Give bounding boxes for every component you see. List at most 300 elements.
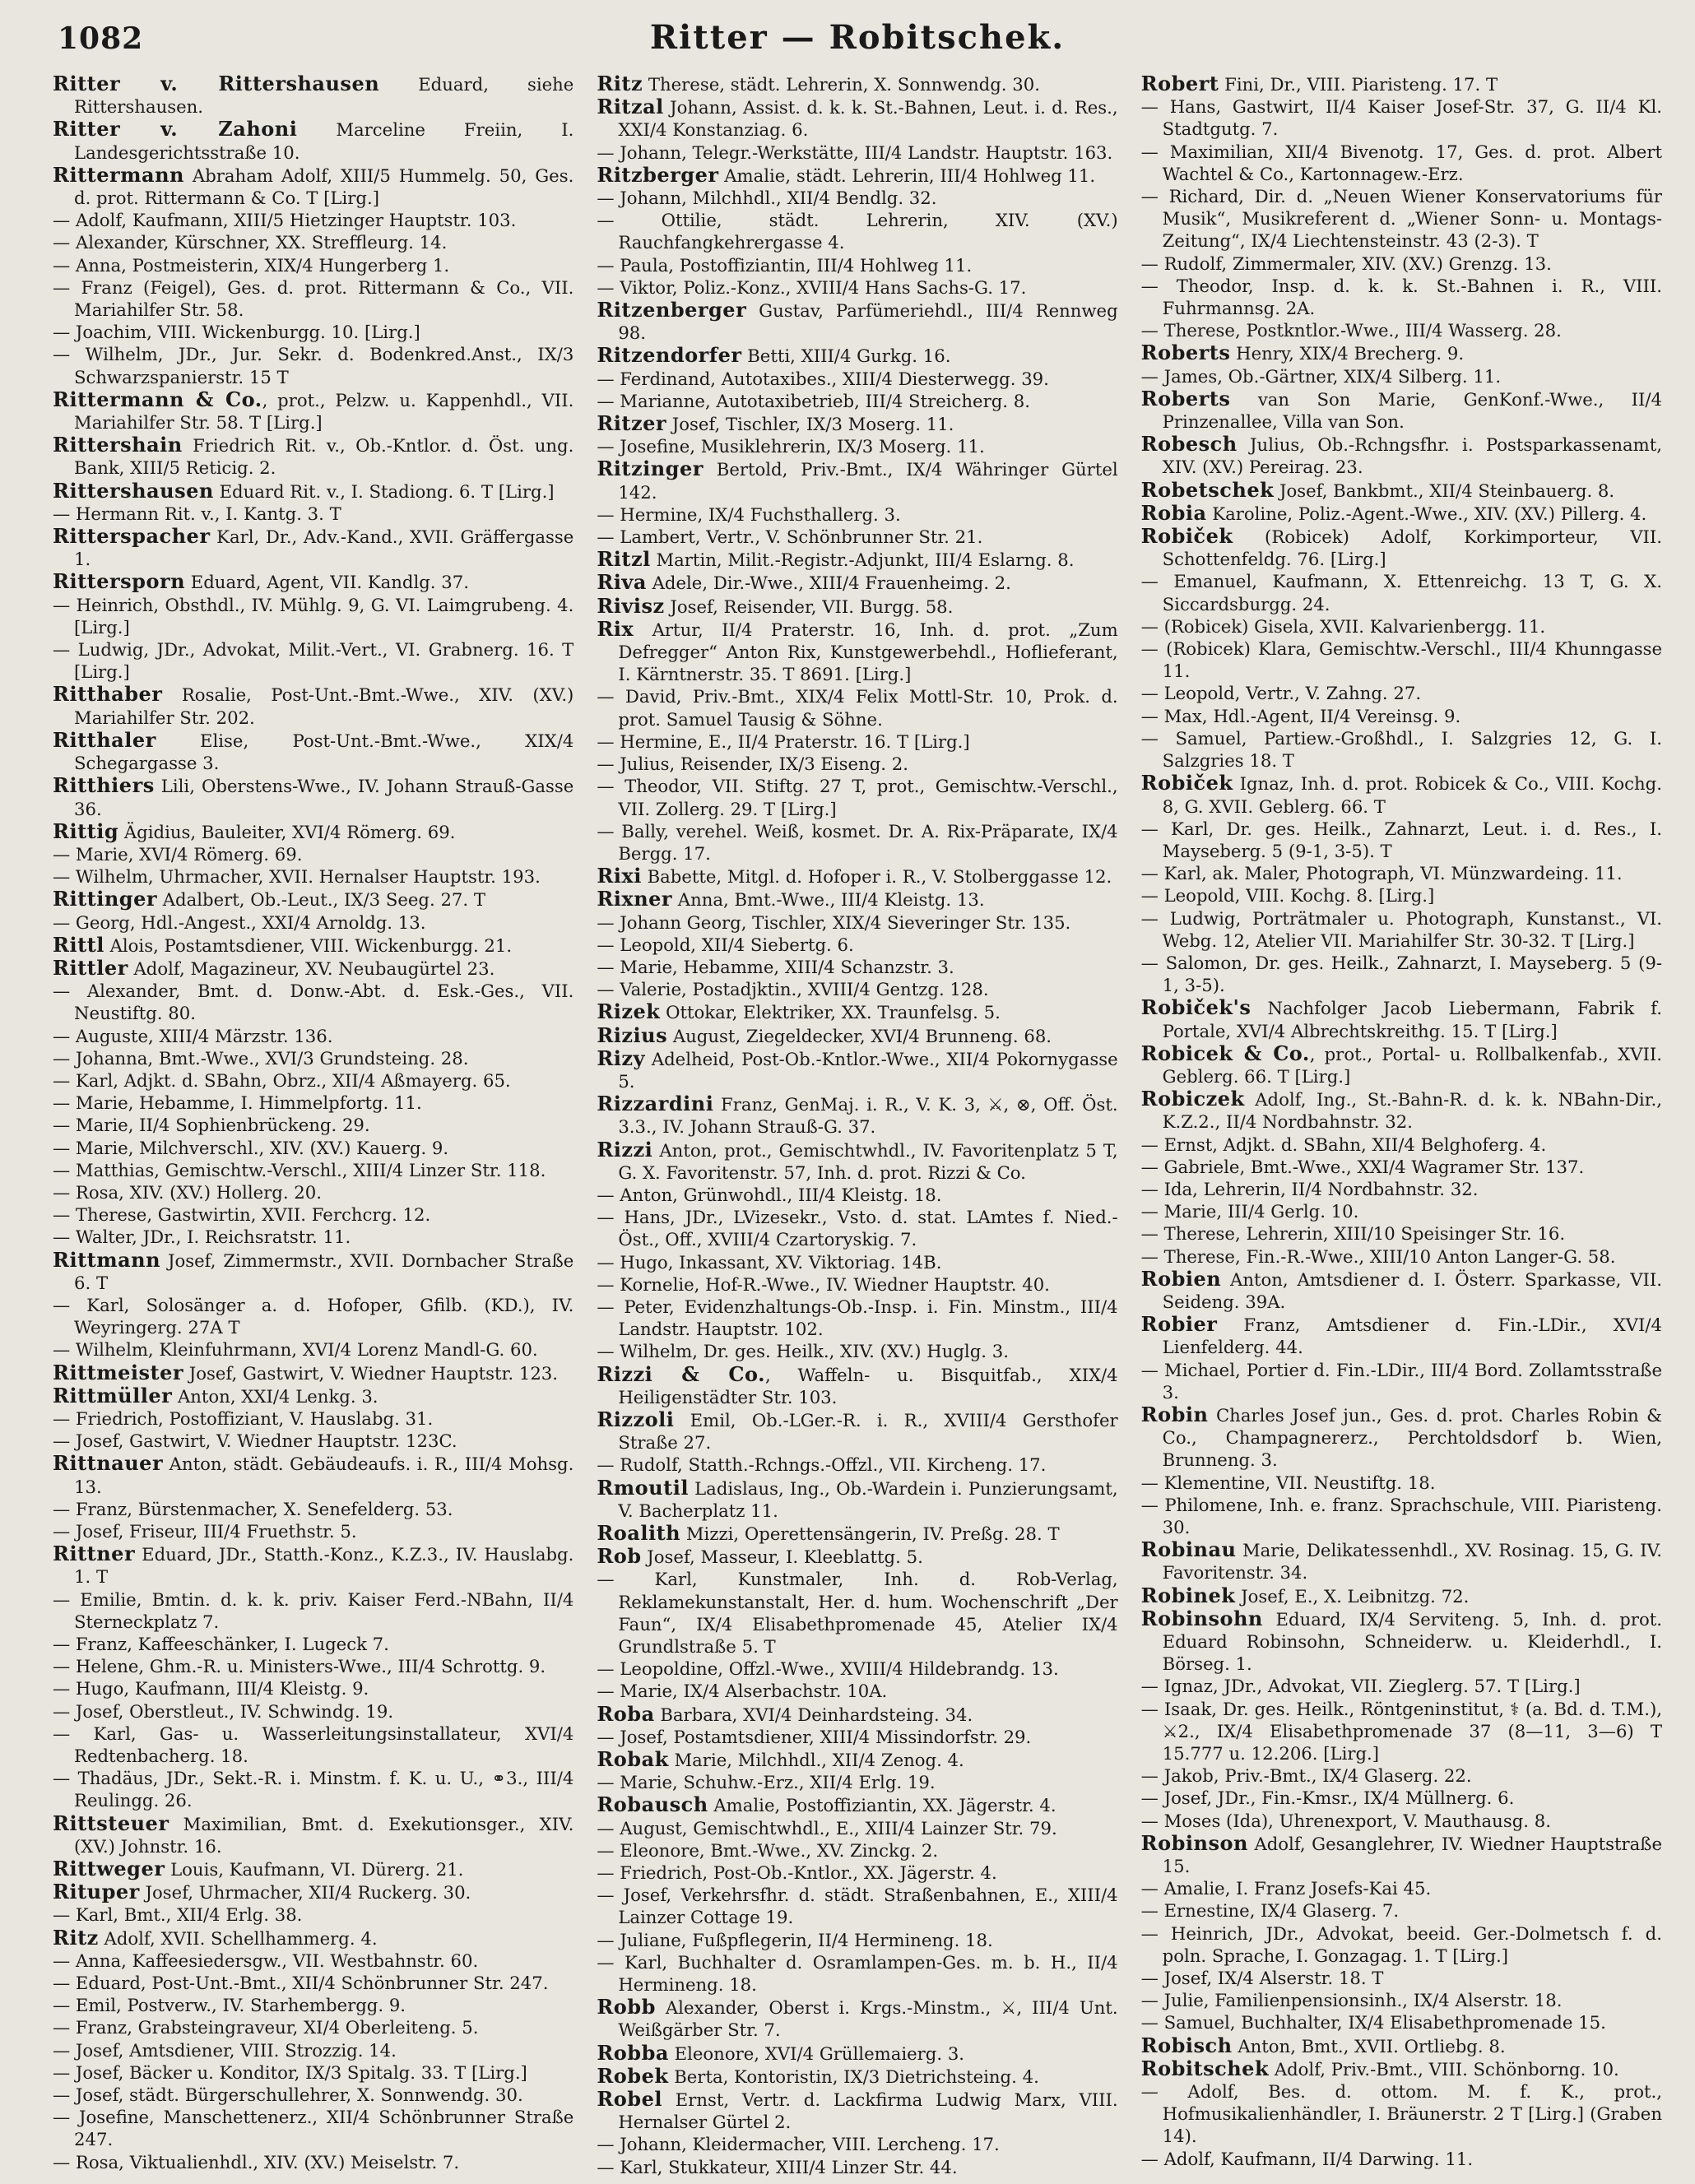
entry-details: — Michael, Portier d. Fin.-LDir., III/4 Bord. Zollamtsstraße 3. bbox=[1140, 1359, 1662, 1403]
directory-entry bbox=[1141, 1087, 1662, 1133]
entry-surname: Robek bbox=[597, 2063, 669, 2088]
entry-details: Adolf, Magazineur, XV. Neubaugürtel 23. bbox=[128, 958, 495, 979]
entry-surname: Roberts bbox=[1140, 341, 1231, 365]
entry-details: Marie, Delikatessenhdl., XV. Rosinag. 15, G. IV. Favoritenstr. 34. bbox=[1162, 1540, 1662, 1584]
entry-details: — Isaak, Dr. ges. Heilk., Röntgeninstitut, ⚕ (a. Bd. d. T.M.), ⚔2., IX/4 Elisabethpromenade 37 (8—11, 3—6) T 15.777 u. 12.206. [Lirg.] bbox=[1140, 1698, 1662, 1764]
directory-entry bbox=[53, 1950, 574, 1972]
entry-details: — Ferdinand, Autotaxibes., XIII/4 Diesterwegg. 39. bbox=[597, 368, 1049, 389]
directory-entry bbox=[597, 344, 1117, 367]
directory-entry bbox=[53, 321, 574, 343]
entry-details: — Therese, Postkntlor.-Wwe., III/4 Wasserg. 28. bbox=[1140, 320, 1562, 341]
entry-details: Adolf, Ing., St.-Bahn-R. d. k. k. NBahn-Dir., K.Z.2., II/4 Nordbahnstr. 32. bbox=[1162, 1089, 1662, 1133]
directory-entry bbox=[53, 276, 574, 321]
entry-details: — Franz, Grabsteingraveur, XI/4 Oberleiteng. 5. bbox=[53, 2017, 479, 2038]
entry-surname: Robel bbox=[597, 2087, 662, 2112]
entry-surname: Robak bbox=[597, 1747, 669, 1772]
entry-details: — Therese, Lehrerin, XIII/10 Speisinger Str. 16. bbox=[1140, 1223, 1566, 1245]
directory-entry bbox=[597, 865, 1117, 888]
entry-details: — Josef, Amtsdiener, VIII. Strozzig. 14. bbox=[53, 2039, 397, 2061]
directory-entry bbox=[597, 1296, 1117, 1340]
directory-entry bbox=[53, 1361, 574, 1384]
entry-details: — Alexander, Kürschner, XX. Streffleurg. 14. bbox=[53, 232, 448, 253]
entry-details: (Robicek) Adolf, Korkimporteur, VII. Schottenfeldg. 76. [Lirg.] bbox=[1162, 526, 1662, 570]
entry-details: — August, Gemischtwhdl., E., XIII/4 Lainzer Str. 79. bbox=[597, 1817, 1057, 1839]
entry-surname: Roberts bbox=[1140, 386, 1231, 410]
entry-details: — Hugo, Kaufmann, III/4 Kleistg. 9. bbox=[53, 1678, 369, 1699]
directory-entry bbox=[597, 1680, 1117, 1702]
entry-details: — Josef, Gastwirt, V. Wiedner Hauptstr. 123C. bbox=[53, 1430, 457, 1452]
entry-surname: Robiček's bbox=[1140, 995, 1252, 1020]
entry-surname: Rittweger bbox=[53, 1857, 165, 1881]
directory-entry bbox=[597, 435, 1117, 457]
directory-entry bbox=[597, 1522, 1117, 1545]
directory-entry bbox=[53, 1384, 574, 1407]
entry-surname: Robinson bbox=[1140, 1830, 1248, 1855]
directory-entry bbox=[1141, 185, 1662, 253]
directory-entry bbox=[597, 1726, 1117, 1748]
entry-details: Adelheid, Post-Ob.-Kntlor.-Wwe., XII/4 Pokornygasse 5. bbox=[618, 1048, 1118, 1092]
entry-details: Adolf, XVII. Schellhammerg. 4. bbox=[98, 1927, 378, 1949]
directory-entry bbox=[53, 1338, 574, 1361]
directory-entry bbox=[53, 865, 574, 888]
directory-entry bbox=[1141, 2034, 1662, 2057]
entry-details: Rosalie, Post-Unt.-Bmt.-Wwe., XIV. (XV.) Mariahilfer Str. 202. bbox=[74, 684, 574, 728]
entry-surname: Rivisz bbox=[597, 593, 665, 618]
entry-surname: Ritthiers bbox=[53, 773, 155, 798]
entry-surname: Robier bbox=[1140, 1312, 1218, 1337]
entry-surname: Roba bbox=[597, 1701, 655, 1726]
entry-surname: Robien bbox=[1140, 1266, 1222, 1291]
entry-surname: Ritzberger bbox=[597, 162, 719, 187]
directory-entry bbox=[1141, 2057, 1662, 2080]
entry-details: — Richard, Dir. d. „Neuen Wiener Konservatoriums für Musik“, Musikreferent d. „Wiener Sonn- u. Montags-Zeitung“, IX/4 Liechtensteinstr. 43 (2-3). T bbox=[1140, 186, 1662, 252]
directory-entry bbox=[597, 141, 1117, 164]
entry-surname: Robitschek bbox=[1140, 2056, 1270, 2080]
directory-entry bbox=[1141, 1538, 1662, 1584]
entry-details: — Theodor, VII. Stiftg. 27 T, prot., Gemischtw.-Verschl., VII. Zollerg. 29. T [Lirg.] bbox=[597, 776, 1118, 819]
entry-details: — Johann, Telegr.-Werkstätte, III/4 Landstr. Hauptstr. 163. bbox=[597, 141, 1113, 163]
entry-details: — Alexander, Bmt. d. Donw.-Abt. d. Esk.-Ges., VII. Neustiftg. 80. bbox=[53, 981, 574, 1024]
directory-entry bbox=[597, 911, 1117, 934]
entry-details: — Auguste, XIII/4 Märzstr. 136. bbox=[53, 1025, 333, 1046]
entry-details: — Adolf, Kaufmann, XIII/5 Hietzinger Hauptstr. 103. bbox=[53, 210, 517, 231]
entry-surname: Robiček bbox=[1140, 771, 1233, 795]
directory-entry bbox=[597, 1047, 1117, 1092]
directory-entry bbox=[597, 1477, 1117, 1522]
entry-details: — Josef, Oberstleut., IV. Schwindg. 19. bbox=[53, 1700, 394, 1722]
entry-surname: Rittig bbox=[53, 818, 119, 843]
entry-surname: Robinek bbox=[1140, 1583, 1236, 1607]
entry-details: Ignaz, Inh. d. prot. Robicek & Co., VIII. Kochg. 8, G. XVII. Geblerg. 66. T bbox=[1162, 773, 1662, 817]
directory-entry bbox=[1141, 1899, 1662, 1922]
entry-surname: Rittinger bbox=[53, 887, 157, 911]
directory-entry bbox=[53, 1407, 574, 1430]
entry-details: — Maximilian, XII/4 Bivenotg. 17, Ges. d. prot. Albert Wachtel & Co., Kartonnagew.-Erz. bbox=[1140, 141, 1662, 184]
directory-entry bbox=[53, 820, 574, 843]
entry-surname: Rixi bbox=[597, 864, 642, 888]
directory-entry bbox=[597, 1884, 1117, 1928]
entry-details: Martin, Milit.-Registr.-Adjunkt, III/4 Eslarng. 8. bbox=[650, 549, 1075, 571]
entry-details: — Kornelie, Hof-R.-Wwe., IV. Wiedner Hauptstr. 40. bbox=[597, 1273, 1050, 1295]
entry-details: Gustav, Parfümeriehdl., III/4 Rennweg 98. bbox=[618, 300, 1118, 344]
directory-entry bbox=[1141, 2011, 1662, 2033]
entry-surname: Robisch bbox=[1140, 2033, 1233, 2057]
directory-entry bbox=[1141, 1268, 1662, 1313]
directory-entry bbox=[1141, 1787, 1662, 1809]
entry-details: Josef, E., X. Leibnitzg. 72. bbox=[1235, 1585, 1470, 1607]
directory-entry bbox=[1141, 682, 1662, 704]
directory-entry bbox=[597, 1793, 1117, 1816]
directory-entry bbox=[597, 1273, 1117, 1296]
directory-entry bbox=[597, 299, 1117, 344]
entry-details: Eleonore, XVI/4 Grüllemaierg. 3. bbox=[668, 2043, 965, 2064]
entry-details: — Friedrich, Postoffiziant, V. Hauslabg. 31. bbox=[53, 1407, 434, 1429]
entry-details: — Moses (Ida), Uhrenexport, V. Mauthausg. 8. bbox=[1140, 1810, 1551, 1831]
directory-entry bbox=[53, 1903, 574, 1926]
entry-details: — Theodor, Insp. d. k. k. St.-Bahnen i. R., VIII. Fuhrmannsg. 2A. bbox=[1140, 275, 1662, 319]
entry-surname: Rittermann & Co. bbox=[53, 387, 262, 411]
entry-details: — Hugo, Inkassant, XV. Viktoriag. 14B. bbox=[597, 1251, 942, 1273]
entry-surname: Rittershain bbox=[53, 433, 183, 457]
entry-details: Eduard, siehe Rittershausen. bbox=[74, 74, 574, 118]
directory-entry bbox=[597, 457, 1117, 503]
entry-details: Maximilian, Bmt. d. Exekutionsger., XIV. (XV.) Johnstr. 16. bbox=[74, 1813, 574, 1857]
directory-entry bbox=[53, 1520, 574, 1542]
directory-entry bbox=[53, 888, 574, 911]
entry-surname: Ritthaler bbox=[53, 727, 156, 752]
entry-surname: Robert bbox=[1140, 72, 1219, 95]
directory-entry bbox=[53, 1927, 574, 1950]
entry-details: — Rosa, Viktualienhdl., XIV. (XV.) Meiselstr. 7. bbox=[53, 2151, 460, 2172]
directory-entry bbox=[597, 368, 1117, 390]
directory-entry bbox=[53, 2016, 574, 2038]
entry-details: , prot., Pelzw. u. Kappenhdl., VII. Mariahilfer Str. 58. T [Lirg.] bbox=[74, 389, 574, 434]
entry-surname: Riva bbox=[597, 570, 647, 595]
entry-details: — Karl, Solosänger a. d. Hofoper, Gfilb. (KD.), IV. Weyringerg. 27A T bbox=[53, 1294, 574, 1338]
directory-entry bbox=[53, 729, 574, 774]
directory-entry bbox=[1141, 253, 1662, 275]
entry-details: Anton, XXI/4 Lenkg. 3. bbox=[172, 1385, 378, 1407]
entry-surname: Rob bbox=[597, 1544, 642, 1569]
entry-details: Alois, Postamtsdiener, VIII. Wickenburgg. 21. bbox=[104, 934, 513, 956]
entry-details: Bertold, Priv.-Bmt., IX/4 Währinger Gürtel 142. bbox=[618, 459, 1118, 503]
directory-entry bbox=[1141, 884, 1662, 907]
entry-details: — Leopold, XII/4 Siebertg. 6. bbox=[597, 934, 854, 955]
directory-entry bbox=[53, 1633, 574, 1655]
directory-entry bbox=[1141, 1967, 1662, 1989]
entry-surname: Rizek bbox=[597, 999, 661, 1024]
directory-entry bbox=[597, 412, 1117, 435]
entry-surname: Robicek & Co. bbox=[1140, 1041, 1310, 1065]
entry-surname: Robinsohn bbox=[1140, 1606, 1263, 1630]
entry-details: — Ernst, Adjkt. d. SBahn, XII/4 Belghoferg. 4. bbox=[1140, 1134, 1547, 1155]
entry-details: — Josef, Bäcker u. Konditor, IX/3 Spitalg. 33. T [Lirg.] bbox=[53, 2061, 527, 2083]
entry-details: — Emilie, Bmtin. d. k. k. priv. Kaiser Ferd.-NBahn, II/4 Sterneckplatz 7. bbox=[53, 1588, 574, 1632]
entry-details: — Hermine, IX/4 Fuchsthallerg. 3. bbox=[597, 503, 901, 525]
directory-entry bbox=[1141, 1156, 1662, 1178]
entry-details: — Juliane, Fußpflegerin, II/4 Hermineng. 18. bbox=[597, 1929, 993, 1950]
entry-details: — Wilhelm, JDr., Jur. Sekr. d. Bodenkred.Anst., IX/3 Schwarzspanierstr. 15 T bbox=[53, 344, 574, 387]
entry-details: — Max, Hdl.-Agent, II/4 Vereinsg. 9. bbox=[1140, 705, 1461, 726]
entry-surname: Ritzer bbox=[597, 411, 667, 436]
entry-surname: Robiczek bbox=[1140, 1087, 1245, 1111]
entry-details: — Ludwig, JDr., Advokat, Milit.-Vert., VI. Grabnerg. 16. T [Lirg.] bbox=[53, 639, 574, 683]
entry-details: Ottokar, Elektriker, XX. Traunfelsg. 5. bbox=[660, 1002, 1001, 1023]
entry-details: — Hans, Gastwirt, II/4 Kaiser Josef-Str. 37, G. II/4 Kl. Stadtgutg. 7. bbox=[1140, 96, 1662, 140]
directory-entry bbox=[53, 957, 574, 980]
entry-details: Josef, Bankbmt., XII/4 Steinbauerg. 8. bbox=[1274, 480, 1615, 501]
running-title: Ritter — Robitschek. bbox=[649, 18, 1066, 57]
entry-details: — Joachim, VIII. Wickenburgg. 10. [Lirg.] bbox=[53, 322, 420, 343]
column-middle bbox=[597, 72, 1117, 2178]
entry-details: — Karl, Buchhalter d. Osramlampen-Ges. m. b. H., II/4 Hermineng. 18. bbox=[597, 1951, 1118, 1996]
directory-entry bbox=[53, 525, 574, 570]
entry-details: — Josefine, Manschettenerz., XII/4 Schönbrunner Straße 247. bbox=[53, 2107, 574, 2150]
directory-entry bbox=[53, 1025, 574, 1047]
directory-entry bbox=[53, 254, 574, 276]
entry-details: — Salomon, Dr. ges. Heilk., Zahnarzt, I. Mayseberg. 5 (9-1, 3-5). bbox=[1140, 952, 1662, 996]
directory-entry bbox=[597, 685, 1117, 730]
entry-details: — Emanuel, Kaufmann, X. Ettenreichg. 13 T, G. X. Siccardsburgg. 24. bbox=[1140, 571, 1662, 614]
entry-details: Josef, Zimmermstr., XVII. Dornbacher Straße 6. T bbox=[74, 1250, 574, 1293]
directory-entry bbox=[1141, 502, 1662, 525]
directory-entry bbox=[1141, 1042, 1662, 1087]
entry-details: — Karl, ak. Maler, Photograph, VI. Münzwardeing. 11. bbox=[1140, 863, 1623, 884]
directory-entry bbox=[1141, 341, 1662, 364]
entry-details: — Josef, Postamtsdiener, XIII/4 Missindorfstr. 29. bbox=[597, 1726, 1032, 1747]
entry-details: — Bally, verehel. Weiß, kosmet. Dr. A. Rix-Präparate, IX/4 Bergg. 17. bbox=[597, 820, 1118, 864]
directory-entry bbox=[53, 980, 574, 1024]
entry-surname: Ritzl bbox=[597, 547, 651, 572]
entry-details: Adele, Dir.-Wwe., XIII/4 Frauenheimg. 2. bbox=[646, 573, 1011, 594]
entry-details: — Karl, Bmt., XII/4 Erlg. 38. bbox=[53, 1904, 303, 1926]
directory-entry bbox=[597, 1817, 1117, 1839]
entry-details: — Klementine, VII. Neustiftg. 18. bbox=[1140, 1472, 1436, 1493]
directory-entry bbox=[53, 683, 574, 728]
entry-details: — Ida, Lehrerin, II/4 Nordbahnstr. 32. bbox=[1140, 1178, 1479, 1199]
directory-entry bbox=[53, 1588, 574, 1633]
entry-surname: Rittler bbox=[53, 955, 128, 980]
entry-details: — Leopoldine, Offzl.-Wwe., XVIII/4 Hildebrandg. 13. bbox=[597, 1658, 1059, 1680]
page-number: 1082 bbox=[58, 21, 144, 56]
entry-surname: Ritz bbox=[53, 1925, 99, 1950]
directory-entry bbox=[1141, 570, 1662, 614]
directory-entry bbox=[1141, 952, 1662, 996]
entry-details: — Gabriele, Bmt.-Wwe., XXI/4 Wagramer Str. 137. bbox=[1140, 1156, 1585, 1177]
directory-entry bbox=[1141, 1584, 1662, 1607]
entry-details: Franz, GenMaj. i. R., V. K. 3, ⚔, ⊗, Off. Öst. 3.3., IV. Johann Strauß-G. 37. bbox=[618, 1094, 1118, 1138]
entry-details: Anton, prot., Gemischtwhdl., IV. Favoritenplatz 5 T, G. X. Favoritenstr. 57, Inh. d. prot. Rizzi & Co. bbox=[618, 1139, 1118, 1183]
entry-details: — Samuel, Buchhalter, IX/4 Elisabethpromenade 15. bbox=[1140, 2012, 1606, 2033]
directory-entry bbox=[597, 95, 1117, 141]
entry-details: — Johann, Milchhdl., XII/4 Bendlg. 32. bbox=[597, 188, 937, 209]
directory-entry bbox=[53, 1047, 574, 1069]
directory-entry bbox=[597, 1206, 1117, 1250]
directory-entry bbox=[597, 1703, 1117, 1726]
entry-surname: Rix bbox=[597, 616, 634, 641]
directory-entry bbox=[1141, 1403, 1662, 1472]
entry-details: — Emil, Postverw., IV. Starhembergg. 9. bbox=[53, 1995, 406, 2016]
directory-entry bbox=[1141, 1698, 1662, 1765]
directory-entry bbox=[1141, 387, 1662, 433]
directory-entry bbox=[597, 164, 1117, 187]
entry-details: Josef, Masseur, I. Kleeblattg. 5. bbox=[641, 1546, 923, 1568]
entry-details: Franz, Amtsdiener d. Fin.-LDir., XVI/4 Lienfelderg. 44. bbox=[1162, 1315, 1662, 1358]
entry-details: — Heinrich, Obsthdl., IV. Mühlg. 9, G. VI. Laimgrubeng. 4. [Lirg.] bbox=[53, 594, 574, 638]
directory-entry bbox=[597, 1658, 1117, 1680]
directory-entry bbox=[1141, 1832, 1662, 1877]
directory-entry bbox=[1141, 319, 1662, 341]
entry-details: — Eduard, Post-Unt.-Bmt., XII/4 Schönbrunner Str. 247. bbox=[53, 1973, 549, 1994]
directory-entry bbox=[597, 2133, 1117, 2155]
entry-details: — Karl, Stukkateur, XIII/4 Linzer Str. 44. bbox=[597, 2156, 958, 2177]
entry-details: Karl, Dr., Adv.-Kand., XVII. Gräffergasse 1. bbox=[74, 526, 574, 570]
entry-details: Fini, Dr., VIII. Piaristeng. 17. T bbox=[1219, 74, 1498, 95]
directory-entry bbox=[53, 2061, 574, 2084]
directory-entry bbox=[53, 934, 574, 957]
entry-details: — Marie, XVI/4 Römerg. 69. bbox=[53, 843, 303, 865]
directory-entry bbox=[597, 548, 1117, 571]
directory-entry bbox=[597, 187, 1117, 209]
entry-details: — Karl, Gas- u. Wasserleitungsinstallateur, XVI/4 Redtenbacherg. 18. bbox=[53, 1723, 574, 1767]
directory-entry bbox=[597, 978, 1117, 1000]
entry-details: — Ignaz, JDr., Advokat, VII. Zieglerg. 57. T [Lirg.] bbox=[1140, 1676, 1581, 1697]
directory-entry bbox=[597, 503, 1117, 526]
entry-surname: Robetschek bbox=[1140, 477, 1275, 502]
directory-entry bbox=[597, 934, 1117, 956]
directory-entry bbox=[53, 1542, 574, 1588]
entry-details: August, Ziegeldecker, XVI/4 Brunneng. 68. bbox=[667, 1025, 1052, 1046]
entry-details: Charles Josef jun., Ges. d. prot. Charles Robin & Co., Champagnererz., Perchtoldsdorf b. Wien, Brunneng. 3. bbox=[1162, 1404, 1662, 1471]
entry-details: — Julie, Familienpensionsinh., IX/4 Alserstr. 18. bbox=[1140, 1990, 1563, 2011]
entry-details: — Georg, Hdl.-Angest., XXI/4 Arnoldg. 13. bbox=[53, 911, 426, 933]
directory-entry bbox=[53, 2151, 574, 2173]
entry-details: — Julius, Reisender, IX/3 Eiseng. 2. bbox=[597, 754, 908, 775]
entry-surname: Ritzendorfer bbox=[597, 343, 742, 368]
entry-details: Ägidius, Bauleiter, XVI/4 Römerg. 69. bbox=[118, 821, 456, 842]
entry-details: Friedrich Rit. v., Ob.-Kntlor. d. Öst. ung. Bank, XIII/5 Reticig. 2. bbox=[74, 435, 574, 479]
entry-details: Anton, Amtsdiener d. I. Österr. Sparkasse, VII. Seideng. 39A. bbox=[1162, 1268, 1662, 1312]
directory-entry bbox=[597, 1545, 1117, 1568]
entry-details: — Marie, Schuhw.-Erz., XII/4 Erlg. 19. bbox=[597, 1772, 936, 1793]
entry-surname: Ritzal bbox=[597, 95, 664, 119]
entry-details: — Viktor, Poliz.-Konz., XVIII/4 Hans Sachs-G. 17. bbox=[597, 276, 1027, 298]
entry-surname: Robiček bbox=[1140, 524, 1233, 549]
directory-entry bbox=[53, 343, 574, 387]
entry-details: Eduard, IX/4 Serviteng. 5, Inh. d. prot. Eduard Robinsohn, Schneiderw. u. Kleiderhdl., I. Börseg. 1. bbox=[1162, 1608, 1662, 1675]
directory-entry bbox=[53, 1181, 574, 1203]
directory-entry bbox=[597, 2156, 1117, 2178]
directory-entry bbox=[53, 1700, 574, 1723]
entry-details: Therese, städt. Lehrerin, X. Sonnwendg. 30. bbox=[643, 74, 1040, 95]
directory-entry bbox=[53, 164, 574, 209]
directory-entry bbox=[1141, 727, 1662, 772]
directory-entry bbox=[597, 775, 1117, 819]
directory-entry bbox=[53, 1767, 574, 1811]
directory-entry bbox=[1141, 1313, 1662, 1358]
entry-details: — Thadäus, JDr., Sekt.-R. i. Minstm. f. K. u. U., ⚭3., III/4 Reulingg. 26. bbox=[53, 1768, 574, 1811]
entry-details: Adolf, Priv.-Bmt., VIII. Schönborng. 10. bbox=[1269, 2058, 1619, 2080]
entry-details: Alexander, Oberst i. Krgs.-Minstm., ⚔, III/4 Unt. Weißgärber Str. 7. bbox=[618, 1997, 1118, 2041]
entry-details: — Hans, JDr., LVizesekr., Vsto. d. stat. LAmtes f. Nied.-Öst., Off., XVIII/4 Czartoryskig. 7. bbox=[597, 1207, 1118, 1250]
entry-details: Ernst, Vertr. d. Lackfirma Ludwig Marx, VIII. Hernalser Gürtel 2. bbox=[618, 2089, 1118, 2133]
entry-details: — Josef, JDr., Fin.-Kmsr., IX/4 Müllnerg. 6. bbox=[1140, 1788, 1515, 1809]
directory-entry bbox=[597, 618, 1117, 686]
entry-details: Marie, Milchhdl., XII/4 Zenog. 4. bbox=[668, 1750, 964, 1771]
directory-entry bbox=[53, 1249, 574, 1294]
directory-entry bbox=[597, 1771, 1117, 1793]
directory-entry bbox=[1141, 1877, 1662, 1899]
entry-details: Eduard Rit. v., I. Stadiong. 6. T [Lirg.] bbox=[213, 480, 555, 502]
directory-entry bbox=[53, 1069, 574, 1092]
entry-details: Eduard, Agent, VII. Kandlg. 37. bbox=[185, 572, 469, 593]
entry-details: — Rudolf, Statth.-Rchngs.-Offzl., VII. Kircheng. 17. bbox=[597, 1454, 1047, 1476]
entry-details: — Anton, Grünwohdl., III/4 Kleistg. 18. bbox=[597, 1184, 942, 1205]
entry-details: Anton, Bmt., XVII. Ortliebg. 8. bbox=[1232, 2035, 1506, 2056]
directory-entry bbox=[53, 231, 574, 253]
column-right bbox=[1141, 72, 1662, 2178]
entry-details: — Hermine, E., II/4 Praterstr. 16. T [Lirg.] bbox=[597, 730, 970, 752]
entry-details: — Marianne, Autotaxibetrieb, III/4 Streicherg. 8. bbox=[597, 390, 1030, 411]
directory-entry bbox=[1141, 1675, 1662, 1697]
entry-details: Nachfolger Jacob Liebermann, Fabrik f. Portale, XVI/4 Albrechtskreithg. 15. T [Lirg.] bbox=[1162, 998, 1662, 1041]
entry-details: — Rosa, XIV. (XV.) Hollerg. 20. bbox=[53, 1181, 322, 1203]
entry-details: — Therese, Gastwirtin, XVII. Ferchcrg. 12. bbox=[53, 1204, 431, 1226]
entry-surname: Rittersporn bbox=[53, 569, 186, 594]
directory-entry bbox=[1141, 1810, 1662, 1832]
entry-surname: Rittner bbox=[53, 1542, 136, 1566]
entry-details: — Karl, Kunstmaler, Inh. d. Rob-Verlag, Reklamekunstanstalt, Her. d. hum. Wochenschrift „Der Faun“, IX/4 Elisabethpromenade 45, Atelier IX/4 Grundlstraße 5. T bbox=[597, 1569, 1118, 1658]
entry-details: — Wilhelm, Kleinfuhrmann, XVI/4 Lorenz Mandl-G. 60. bbox=[53, 1339, 538, 1361]
directory-entry bbox=[1141, 275, 1662, 319]
entry-details: Karoline, Poliz.-Agent.-Wwe., XIV. (XV.) Pillerg. 4. bbox=[1206, 503, 1647, 524]
directory-entry bbox=[597, 595, 1117, 618]
entry-details: — Therese, Fin.-R.-Wwe., XIII/10 Anton Langer-G. 58. bbox=[1140, 1245, 1616, 1267]
directory-entry bbox=[53, 503, 574, 525]
entry-details: — Johanna, Bmt.-Wwe., XVI/3 Grundsteing. 28. bbox=[53, 1047, 469, 1069]
directory-entry bbox=[1141, 907, 1662, 952]
entry-details: — Josef, Friseur, III/4 Fruethstr. 5. bbox=[53, 1521, 357, 1542]
directory-entry bbox=[53, 774, 574, 819]
directory-entry bbox=[53, 1677, 574, 1699]
entry-details: — Marie, Hebamme, XIII/4 Schanzstr. 3. bbox=[597, 956, 954, 977]
directory-entry bbox=[1141, 615, 1662, 638]
columns bbox=[53, 72, 1662, 2178]
directory-entry bbox=[1141, 862, 1662, 884]
entry-details: van Son Marie, GenKonf.-Wwe., II/4 Prinzenallee, Villa van Son. bbox=[1162, 388, 1662, 433]
entry-details: Anton, städt. Gebäudeaufs. i. R., III/4 Mohsg. 13. bbox=[74, 1454, 574, 1497]
entry-details: — Marie, III/4 Gerlg. 10. bbox=[1140, 1201, 1359, 1222]
directory-entry bbox=[597, 1568, 1117, 1658]
entry-details: Elise, Post-Unt.-Bmt.-Wwe., XIX/4 Schegargasse 3. bbox=[74, 730, 574, 774]
directory-entry bbox=[597, 1408, 1117, 1454]
entry-details: Mizzi, Operettensängerin, IV. Preßg. 28. T bbox=[680, 1523, 1060, 1544]
entry-details: Julius, Ob.-Rchngsfhr. i. Postsparkassenamt, XIV. (XV.) Pereirag. 23. bbox=[1162, 434, 1662, 478]
directory-entry bbox=[53, 1880, 574, 1903]
directory-entry bbox=[53, 1226, 574, 1248]
entry-details: — Franz, Bürstenmacher, X. Senefelderg. 53. bbox=[53, 1498, 453, 1519]
page-header bbox=[53, 18, 1662, 69]
entry-surname: Rittsteuer bbox=[53, 1811, 170, 1835]
entry-details: — Philomene, Inh. e. franz. Sprachschule, VIII. Piaristeng. 30. bbox=[1140, 1494, 1662, 1537]
entry-details: Berta, Kontoristin, IX/3 Dietrichsteing. 4. bbox=[668, 2066, 1039, 2087]
directory-entry bbox=[597, 1138, 1117, 1184]
directory-entry bbox=[597, 2088, 1117, 2133]
directory-entry bbox=[597, 1024, 1117, 1047]
entry-details: — Adolf, Kaufmann, II/4 Darwing. 11. bbox=[1140, 2148, 1474, 2169]
entry-details: — David, Priv.-Bmt., XIX/4 Felix Mottl-Str. 10, Prok. d. prot. Samuel Tausig & Söhne. bbox=[597, 686, 1118, 730]
entry-details: — Matthias, Gemischtw.-Verschl., XIII/4 Linzer Str. 118. bbox=[53, 1159, 546, 1180]
